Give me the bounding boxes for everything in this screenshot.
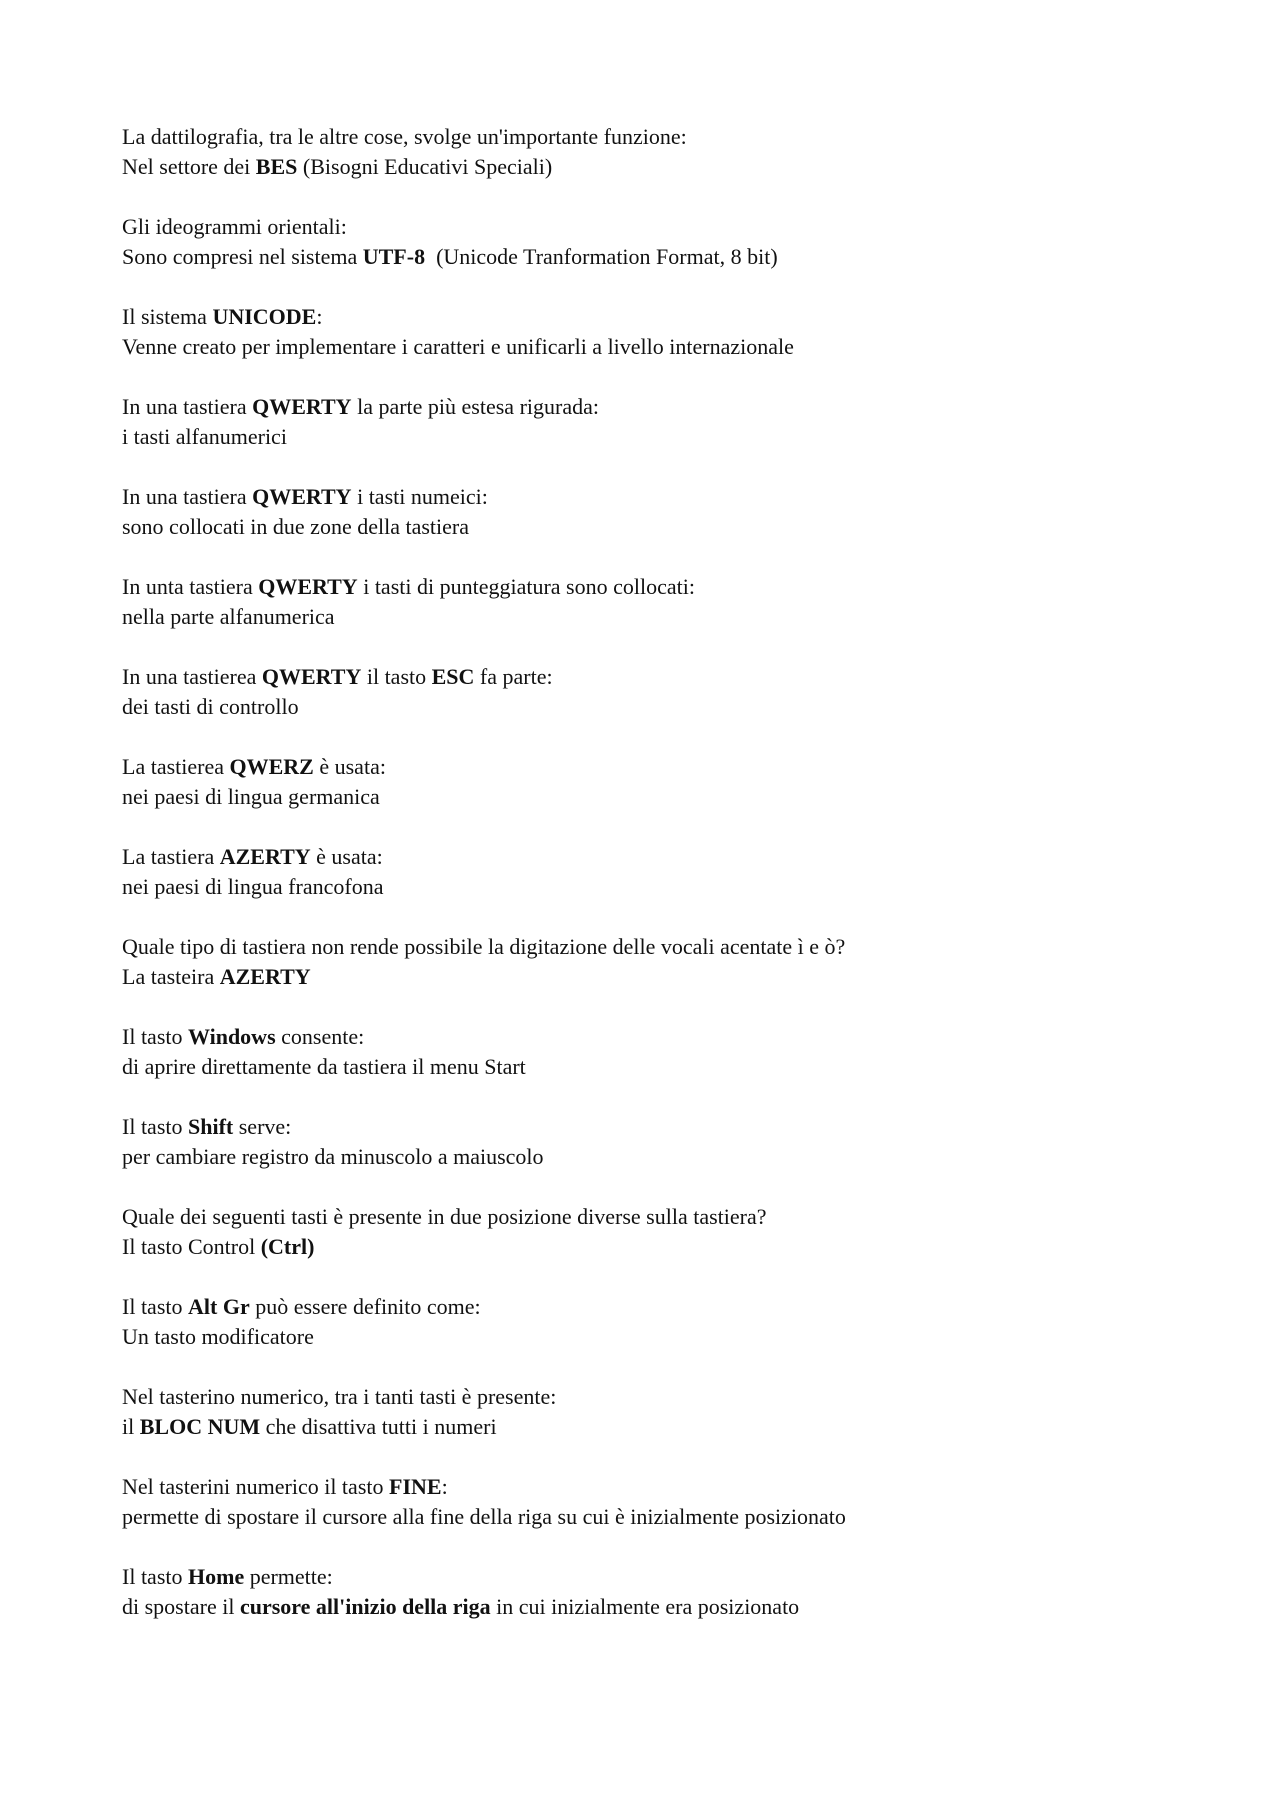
answer-line bbox=[122, 1232, 1280, 1262]
text-run: i tasti alfanumerici bbox=[122, 424, 287, 449]
text-run: in cui inizialmente era posizionato bbox=[490, 1594, 800, 1619]
qa-item bbox=[122, 1472, 1280, 1532]
text-run: In una tastierea bbox=[122, 664, 262, 689]
text-run: In una tastiera bbox=[122, 394, 253, 419]
text-run: Il tasto Control bbox=[122, 1234, 261, 1259]
text-run: consente: bbox=[275, 1024, 365, 1049]
question-line bbox=[122, 842, 1280, 872]
text-run: serve: bbox=[233, 1114, 292, 1139]
answer-line bbox=[122, 1052, 1280, 1082]
bold-term: Shift bbox=[188, 1114, 234, 1139]
answer-line bbox=[122, 602, 1280, 632]
qa-list bbox=[122, 122, 1280, 1622]
text-run: Il tasto bbox=[122, 1564, 188, 1589]
question-line bbox=[122, 1472, 1280, 1502]
bold-term: Windows bbox=[188, 1024, 276, 1049]
text-run: Nel tasterini numerico il tasto bbox=[122, 1474, 389, 1499]
qa-item bbox=[122, 1112, 1280, 1172]
text-run: La tastiera bbox=[122, 844, 220, 869]
text-run: Quale dei seguenti tasti è presente in due posizione diverse sulla tastiera? bbox=[122, 1204, 767, 1229]
text-run: : bbox=[441, 1474, 448, 1499]
qa-item bbox=[122, 932, 1280, 992]
text-run: i tasti di punteggiatura sono collocati: bbox=[357, 574, 695, 599]
text-run: che disattiva tutti i numeri bbox=[260, 1414, 497, 1439]
qa-item bbox=[122, 392, 1280, 452]
text-run: La tastierea bbox=[122, 754, 230, 779]
text-run: Venne creato per implementare i caratteri e unificarli a livello internazionale bbox=[122, 334, 794, 359]
bold-term: BLOC NUM bbox=[139, 1414, 261, 1439]
answer-line bbox=[122, 1412, 1280, 1442]
text-run: Il sistema bbox=[122, 304, 213, 329]
text-run: nella parte alfanumerica bbox=[122, 604, 335, 629]
question-line bbox=[122, 1202, 1280, 1232]
text-run: nei paesi di lingua germanica bbox=[122, 784, 380, 809]
answer-line bbox=[122, 1142, 1280, 1172]
question-line bbox=[122, 1022, 1280, 1052]
text-run: Sono compresi nel sistema bbox=[122, 244, 363, 269]
text-run: fa parte: bbox=[474, 664, 553, 689]
text-run: (Unicode Tranformation Format, 8 bit) bbox=[425, 244, 778, 269]
bold-term: FINE bbox=[389, 1474, 442, 1499]
qa-item bbox=[122, 1382, 1280, 1442]
answer-line bbox=[122, 422, 1280, 452]
text-run: Nel settore dei bbox=[122, 154, 256, 179]
bold-term: QWERTY bbox=[252, 484, 352, 509]
text-run: Quale tipo di tastiera non rende possibile la digitazione delle vocali acentate ì e ò? bbox=[122, 934, 846, 959]
bold-term: UNICODE bbox=[212, 304, 317, 329]
qa-item bbox=[122, 302, 1280, 362]
text-run: In una tastiera bbox=[122, 484, 253, 509]
text-run: Il tasto bbox=[122, 1114, 188, 1139]
qa-item bbox=[122, 1202, 1280, 1262]
question-line bbox=[122, 122, 1280, 152]
question-line bbox=[122, 1382, 1280, 1412]
text-run: La dattilografia, tra le altre cose, svolge un'importante funzione: bbox=[122, 124, 687, 149]
bold-term: BES bbox=[255, 154, 298, 179]
text-run: la parte più estesa rigurada: bbox=[351, 394, 599, 419]
text-run: il tasto bbox=[361, 664, 432, 689]
question-line bbox=[122, 1112, 1280, 1142]
bold-term: Home bbox=[188, 1564, 245, 1589]
qa-item bbox=[122, 842, 1280, 902]
text-run: permette di spostare il cursore alla fine della riga su cui è inizialmente posizionato bbox=[122, 1504, 846, 1529]
answer-line bbox=[122, 692, 1280, 722]
text-run: sono collocati in due zone della tastiera bbox=[122, 514, 469, 539]
answer-line bbox=[122, 962, 1280, 992]
qa-item bbox=[122, 122, 1280, 182]
answer-line bbox=[122, 242, 1280, 272]
text-run: il bbox=[122, 1414, 140, 1439]
qa-item bbox=[122, 1022, 1280, 1082]
question-line bbox=[122, 482, 1280, 512]
answer-line bbox=[122, 1322, 1280, 1352]
text-run: nei paesi di lingua francofona bbox=[122, 874, 384, 899]
question-line bbox=[122, 572, 1280, 602]
bold-term: (Ctrl) bbox=[260, 1234, 315, 1259]
text-run: di aprire direttamente da tastiera il menu Start bbox=[122, 1054, 526, 1079]
bold-term: QWERZ bbox=[229, 754, 314, 779]
text-run: Il tasto bbox=[122, 1294, 188, 1319]
qa-item bbox=[122, 1562, 1280, 1622]
qa-item bbox=[122, 662, 1280, 722]
answer-line bbox=[122, 152, 1280, 182]
qa-item bbox=[122, 1292, 1280, 1352]
qa-item bbox=[122, 752, 1280, 812]
bold-term: Alt Gr bbox=[188, 1294, 250, 1319]
text-run: è usata: bbox=[313, 754, 386, 779]
answer-line bbox=[122, 1502, 1280, 1532]
bold-term: QWERTY bbox=[252, 394, 352, 419]
qa-item bbox=[122, 482, 1280, 542]
question-line bbox=[122, 302, 1280, 332]
bold-term: AZERTY bbox=[219, 844, 311, 869]
answer-line bbox=[122, 512, 1280, 542]
text-run: Nel tasterino numerico, tra i tanti tasti è presente: bbox=[122, 1384, 557, 1409]
bold-term: UTF-8 bbox=[362, 244, 426, 269]
text-run: è usata: bbox=[310, 844, 383, 869]
answer-line bbox=[122, 1592, 1280, 1622]
text-run: : bbox=[316, 304, 323, 329]
answer-line bbox=[122, 782, 1280, 812]
text-run: Gli ideogrammi orientali: bbox=[122, 214, 347, 239]
text-run: La tasteira bbox=[122, 964, 220, 989]
question-line bbox=[122, 662, 1280, 692]
question-line bbox=[122, 392, 1280, 422]
text-run: (Bisogni Educativi Speciali) bbox=[297, 154, 553, 179]
answer-line bbox=[122, 872, 1280, 902]
question-line bbox=[122, 212, 1280, 242]
bold-term: QWERTY bbox=[261, 664, 362, 689]
bold-term: cursore all'inizio della riga bbox=[239, 1594, 491, 1619]
bold-term: QWERTY bbox=[258, 574, 358, 599]
answer-line bbox=[122, 332, 1280, 362]
question-line bbox=[122, 1292, 1280, 1322]
text-run: In unta tastiera bbox=[122, 574, 259, 599]
text-run: Il tasto bbox=[122, 1024, 188, 1049]
text-run: dei tasti di controllo bbox=[122, 694, 299, 719]
text-run: può essere definito come: bbox=[249, 1294, 481, 1319]
qa-item bbox=[122, 572, 1280, 632]
bold-term: ESC bbox=[431, 664, 475, 689]
text-run: di spostare il bbox=[122, 1594, 240, 1619]
question-line bbox=[122, 752, 1280, 782]
text-run: permette: bbox=[244, 1564, 333, 1589]
question-line bbox=[122, 1562, 1280, 1592]
text-run: i tasti numeici: bbox=[351, 484, 488, 509]
qa-item bbox=[122, 212, 1280, 272]
text-run: Un tasto modificatore bbox=[122, 1324, 314, 1349]
text-run: per cambiare registro da minuscolo a maiuscolo bbox=[122, 1144, 544, 1169]
bold-term: AZERTY bbox=[219, 964, 311, 989]
question-line bbox=[122, 932, 1280, 962]
